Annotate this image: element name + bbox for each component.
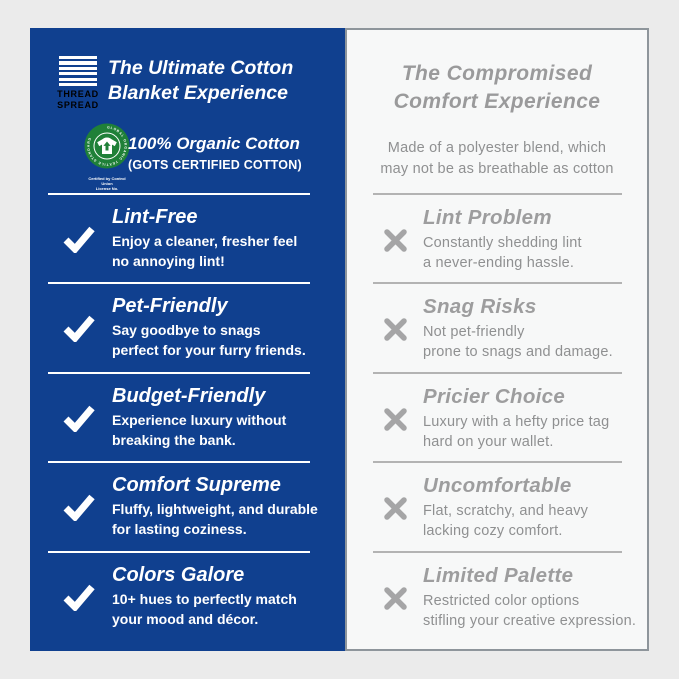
organic-cotton-heading: 100% Organic Cotton: [128, 134, 300, 153]
gots-cert-line2: License No.: [95, 186, 119, 191]
left-panel-title: [108, 56, 323, 105]
logo-stripe: [59, 56, 97, 59]
drawback-body-line2: lacking cozy comfort.: [423, 523, 563, 539]
feature-body-line2: breaking the bank.: [112, 431, 236, 448]
right-intro-line1: Made of a polyester blend, which: [387, 140, 607, 156]
x-icon: [383, 496, 408, 521]
divider: [48, 461, 310, 463]
feature-body: [112, 500, 318, 539]
x-icon: [383, 586, 408, 611]
drawback-body-line2: hard on your wallet.: [423, 434, 554, 450]
x-icon: [383, 228, 408, 253]
divider: [373, 461, 622, 463]
feature-heading: Colors Galore: [112, 564, 245, 586]
feature-heading: Budget-Friendly: [112, 385, 266, 407]
divider: [373, 551, 622, 553]
feature-body: [112, 590, 297, 629]
feature-heading: Pet-Friendly: [112, 295, 228, 317]
drawback-body: [423, 322, 613, 362]
divider: [373, 282, 622, 284]
check-icon: [63, 405, 95, 432]
drawback-body: [423, 412, 609, 452]
divider: [48, 372, 310, 374]
check-icon: [63, 494, 95, 521]
feature-body-line2: for lasting coziness.: [112, 520, 247, 537]
svg-text:GLOBAL ORGANIC TEXTILE STANDAR: GLOBAL ORGANIC TEXTILE STANDARD: [86, 125, 128, 167]
drawback-body-line2: a never-ending hassle.: [423, 255, 575, 271]
drawback-heading: Pricier Choice: [423, 385, 566, 408]
check-icon: [63, 315, 95, 342]
left-title-line2: Blanket Experience: [108, 81, 288, 104]
feature-body-line2: no annoying lint!: [112, 252, 225, 269]
feature-body-line1: Fluffy, lightweight, and durable: [112, 501, 318, 517]
drawback-heading: Limited Palette: [423, 564, 574, 587]
divider: [48, 193, 310, 195]
feature-body: [112, 411, 286, 450]
divider: [373, 372, 622, 374]
drawback-body-line1: Restricted color options: [423, 593, 580, 609]
drawback-heading: Lint Problem: [423, 206, 552, 229]
right-panel-title: [345, 60, 649, 116]
x-icon: [383, 317, 408, 342]
drawback-body-line1: Flat, scratchy, and heavy: [423, 503, 589, 519]
gots-logo-icon: [83, 122, 131, 170]
brand-name: [56, 89, 100, 110]
logo-stripe: [59, 83, 97, 86]
right-title-line2: Comfort Experience: [393, 90, 601, 113]
x-icon: [383, 407, 408, 432]
logo-stripe: [59, 78, 97, 81]
feature-body-line1: Enjoy a cleaner, fresher feel: [112, 233, 298, 249]
brand-line1: THREAD: [57, 89, 99, 100]
divider: [48, 551, 310, 553]
drawback-body-line2: prone to snags and damage.: [423, 344, 613, 360]
gots-certification-badge: [83, 122, 131, 191]
drawback-body: [423, 591, 636, 631]
feature-body-line2: perfect for your furry friends.: [112, 341, 306, 358]
divider: [48, 282, 310, 284]
brand-line2: SPREAD: [57, 99, 99, 110]
logo-stripe: [59, 61, 97, 64]
drawback-heading: Uncomfortable: [423, 474, 572, 497]
drawback-body-line1: Luxury with a hefty price tag: [423, 414, 610, 430]
threadspread-logo: [56, 56, 100, 110]
feature-body-line2: your mood and décor.: [112, 610, 259, 627]
feature-body: [112, 321, 306, 360]
feature-body-line1: Say goodbye to snags: [112, 322, 261, 338]
feature-body-line1: Experience luxury without: [112, 412, 287, 428]
feature-heading: Comfort Supreme: [112, 474, 281, 496]
drawback-body-line1: Not pet-friendly: [423, 324, 525, 340]
drawback-body: [423, 233, 582, 273]
drawback-body-line1: Constantly shedding lint: [423, 235, 582, 251]
gots-cert-text: [83, 176, 131, 191]
feature-heading: Lint-Free: [112, 206, 198, 228]
right-intro-line2: may not be as breathable as cotton: [380, 161, 614, 177]
drawback-body: [423, 501, 588, 541]
feature-body: [112, 232, 297, 271]
gots-cert-line1: Certified by Control Union: [88, 176, 126, 186]
feature-body-line1: 10+ hues to perfectly match: [112, 591, 297, 607]
right-panel-intro: [345, 138, 649, 180]
divider: [373, 193, 622, 195]
drawback-heading: Snag Risks: [423, 295, 537, 318]
logo-stripe: [59, 72, 97, 75]
left-title-line1: The Ultimate Cotton: [108, 57, 294, 79]
gots-certified-subheading: (GOTS CERTIFIED COTTON): [128, 158, 302, 172]
drawback-body-line2: stifling your creative expression.: [423, 613, 637, 629]
check-icon: [63, 584, 95, 611]
right-title-line1: The Compromised: [401, 62, 593, 85]
logo-stripe: [59, 67, 97, 70]
check-icon: [63, 226, 95, 253]
